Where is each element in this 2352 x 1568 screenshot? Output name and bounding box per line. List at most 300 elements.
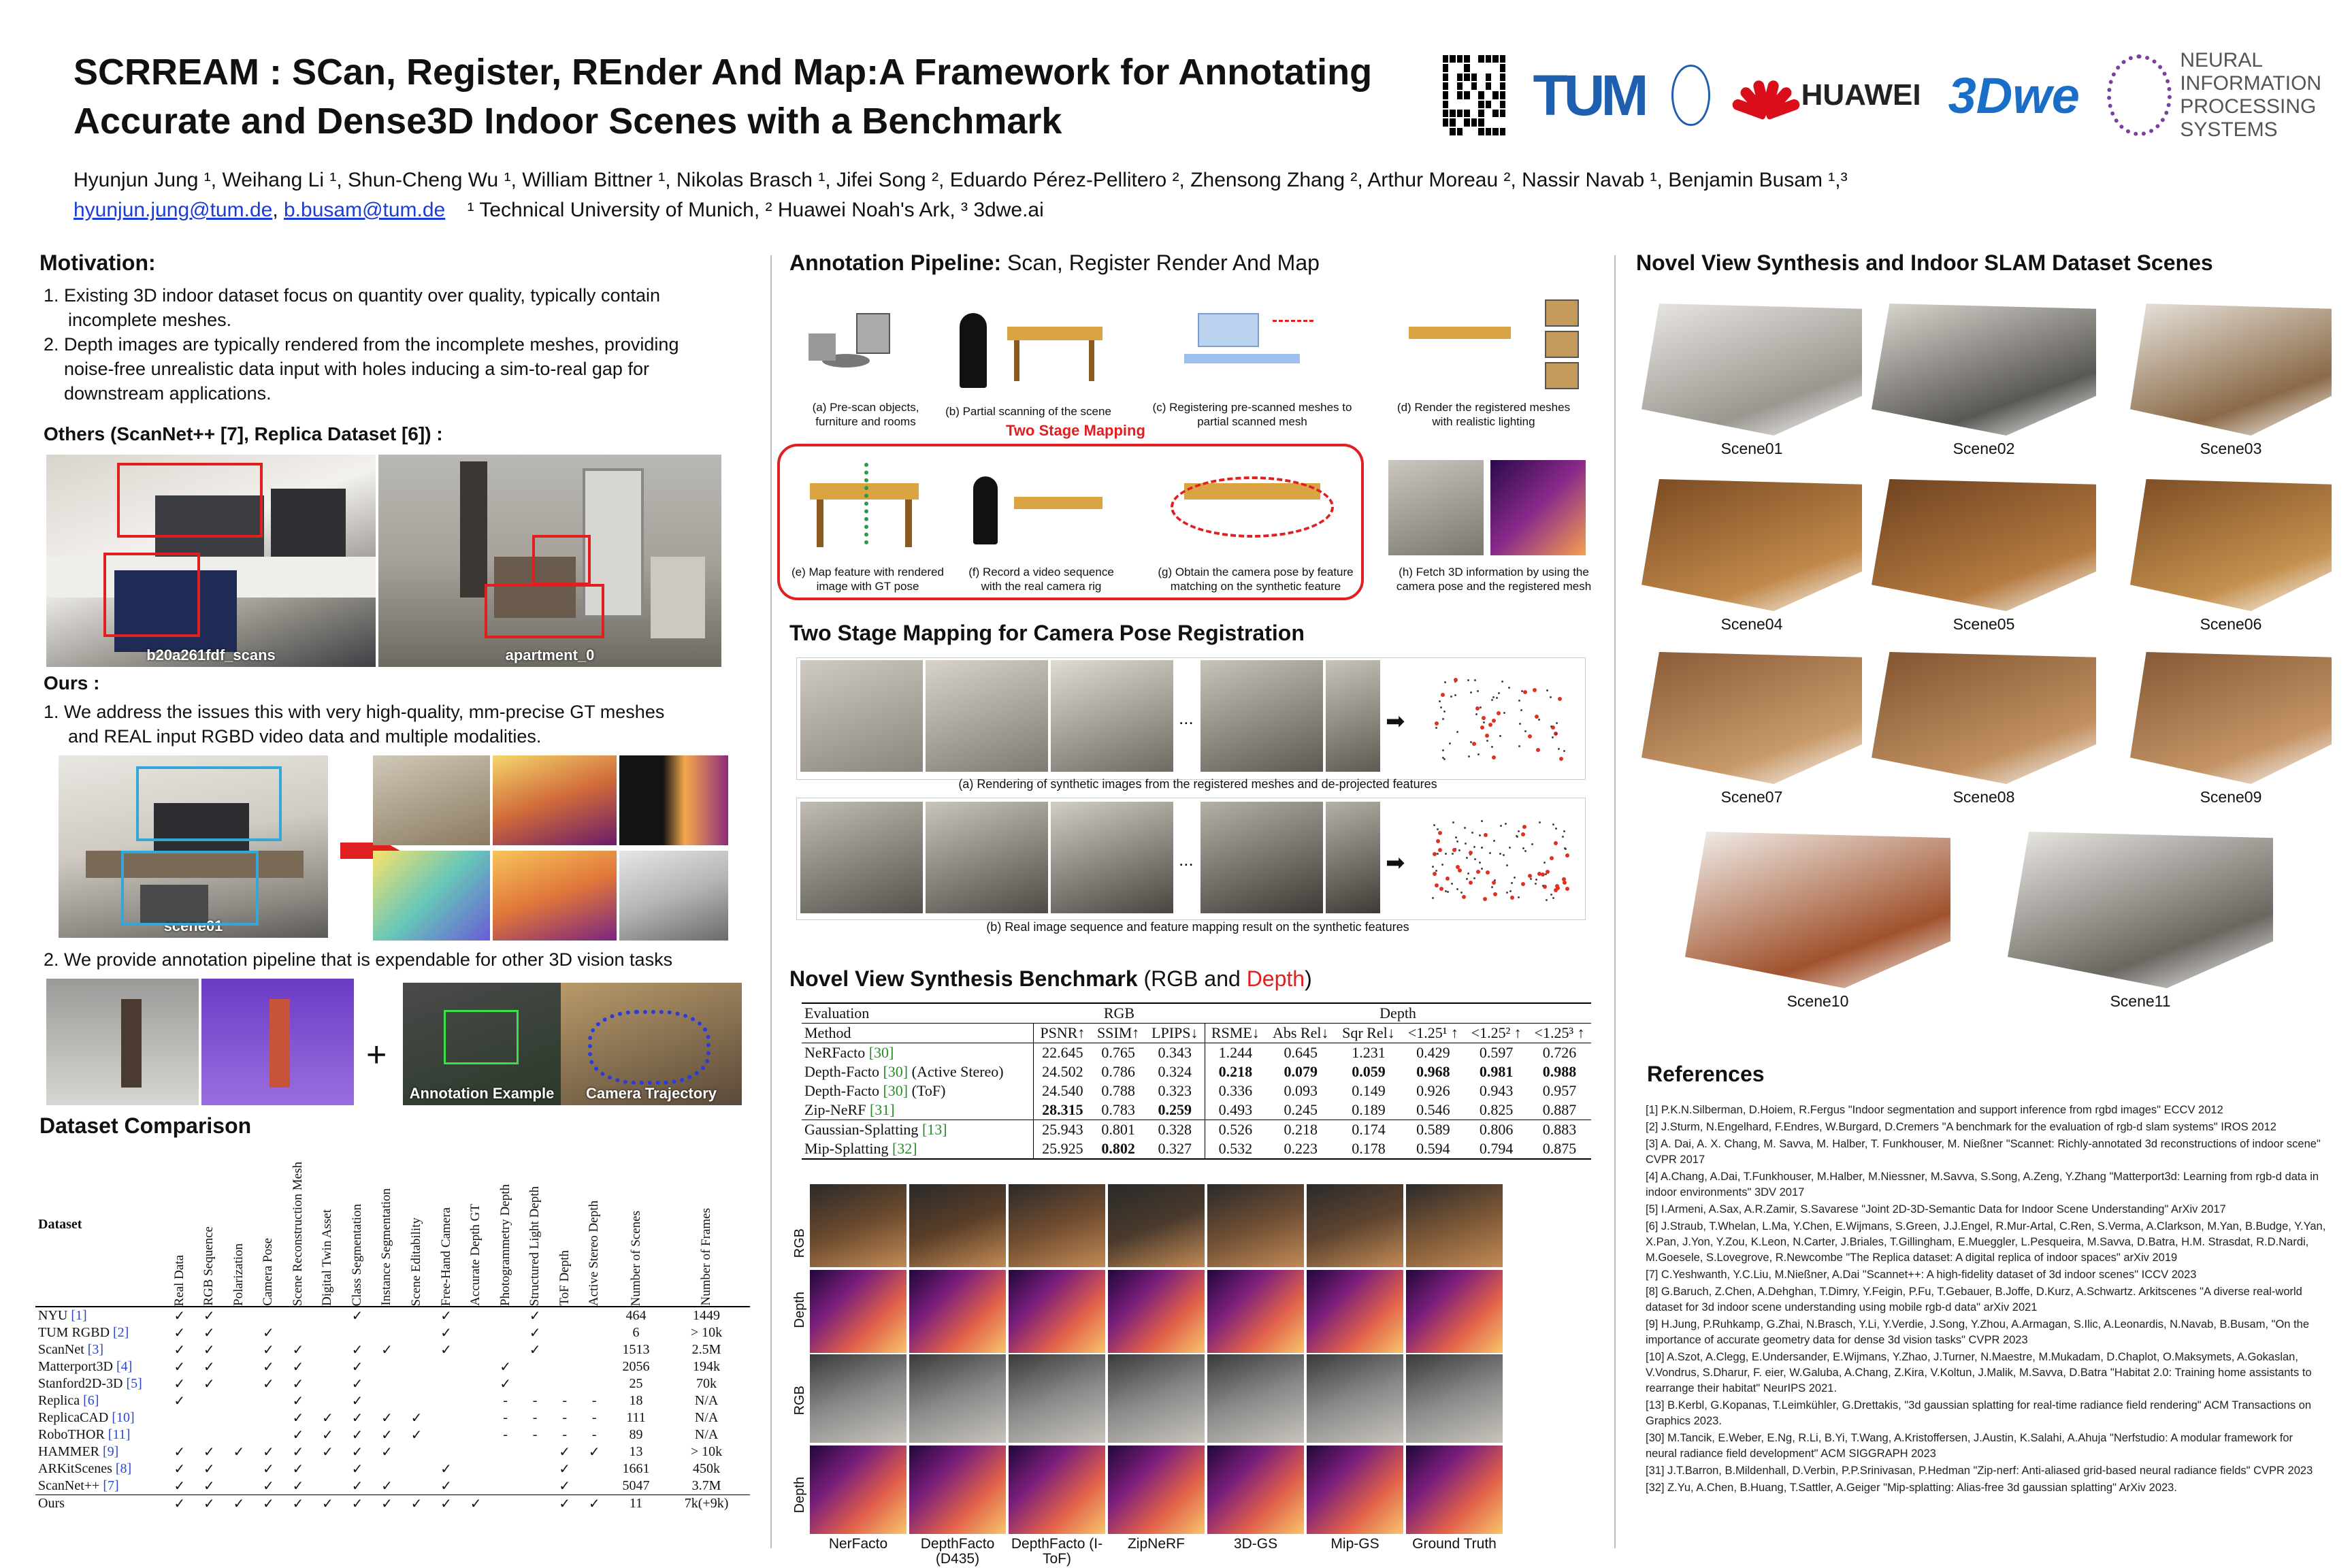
- grid-column-label: DepthFacto (I-ToF): [1011, 1536, 1103, 1567]
- table-cell: ✓: [262, 1377, 274, 1392]
- table-cell: ✓: [174, 1479, 186, 1494]
- table-cell: [313, 1375, 343, 1392]
- table-cell: 6: [632, 1325, 640, 1340]
- nvs-benchmark-table: [802, 1002, 1591, 1160]
- feature-point: [1491, 699, 1493, 701]
- scene-label: Scene06: [2200, 615, 2262, 633]
- table-row: [35, 1409, 750, 1426]
- table-cell: 0.526: [1218, 1121, 1253, 1138]
- feature-point: [1555, 828, 1557, 830]
- feature-point: [1435, 727, 1437, 729]
- table-row: [802, 1062, 1591, 1081]
- table-cell: [579, 1358, 609, 1375]
- feature-point: [1516, 835, 1518, 837]
- table-cell: 24.540: [1042, 1082, 1083, 1099]
- feature-point: [1441, 693, 1445, 697]
- feature-point: [1476, 870, 1480, 874]
- table-cell: 7k(+9k): [684, 1496, 729, 1511]
- table-cell: ✓: [203, 1445, 215, 1460]
- table-cell: 0.223: [1284, 1140, 1318, 1157]
- table-cell: [313, 1460, 343, 1477]
- table-cell: [520, 1495, 550, 1513]
- table-cell: [579, 1307, 609, 1324]
- feature-point: [1450, 696, 1452, 698]
- method-cell: Gaussian-Splatting [13]: [802, 1120, 1034, 1140]
- method-cell: NeRFacto [30]: [802, 1043, 1034, 1063]
- table-cell: 0.981: [1479, 1063, 1514, 1080]
- feature-point: [1462, 895, 1466, 899]
- scene-label: Scene08: [1953, 788, 2015, 806]
- ours-heading: Ours :: [44, 672, 100, 693]
- table-cell: ✓: [440, 1309, 452, 1324]
- annotation-example-label: Annotation Example: [409, 1085, 555, 1102]
- table-cell: 2.5M: [691, 1342, 721, 1357]
- nvs-result-tile: [1307, 1446, 1403, 1534]
- feature-point: [1546, 899, 1548, 901]
- table-cell: [491, 1307, 521, 1324]
- feature-point: [1471, 832, 1473, 834]
- table-cell: [461, 1392, 491, 1409]
- feature-point: [1518, 830, 1520, 832]
- table-cell: 0.943: [1479, 1082, 1514, 1099]
- feature-point: [1524, 730, 1526, 732]
- dataset-name-cell: Stanford2D-3D [5]: [38, 1376, 142, 1391]
- table-row: [35, 1460, 750, 1477]
- table-cell: [313, 1477, 343, 1495]
- nvs-result-tile: [909, 1446, 1006, 1534]
- table-cell: [579, 1460, 609, 1477]
- camera-trajectory-label: Camera Trajectory: [586, 1085, 717, 1102]
- dataset-name-cell: HAMMER [9]: [38, 1444, 119, 1459]
- table-cell: -: [532, 1410, 538, 1425]
- dataset-comparison-heading: Dataset Comparison: [39, 1113, 252, 1138]
- table-cell: ✓: [351, 1497, 363, 1512]
- nvs-title-main: Novel View Synthesis Benchmark: [789, 966, 1138, 991]
- modality-depth-render: [493, 851, 617, 941]
- nvs-benchmark-heading: [789, 966, 1312, 992]
- table-cell: ✓: [351, 1309, 363, 1324]
- person-rgb-image: [46, 979, 199, 1105]
- motivation-item-2: 2. Depth images are typically rendered from the incomplete meshes, providing: [44, 334, 679, 355]
- table-cell: 0.726: [1542, 1044, 1577, 1061]
- table-cell: ✓: [174, 1309, 186, 1324]
- table-cell: 0.189: [1352, 1101, 1386, 1118]
- feature-point: [1558, 748, 1560, 750]
- table-cell: [313, 1307, 343, 1324]
- feature-point: [1491, 886, 1493, 888]
- table-cell: [372, 1392, 402, 1409]
- nvs-result-tile: [1108, 1446, 1205, 1534]
- table-cell: 0.802: [1101, 1140, 1135, 1157]
- table-cell: 0.093: [1284, 1082, 1318, 1099]
- table-cell: 89: [629, 1427, 643, 1442]
- table-cell: ✓: [292, 1411, 304, 1426]
- table-cell: ✓: [203, 1343, 215, 1358]
- reference-item: [5] I.Armeni, A.Sax, A.R.Zamir, S.Savarese "Joint 2D-3D-Semantic Data for Indoor Scene Understanding" ArXiv 2017: [1646, 1203, 2226, 1215]
- column-header: <1.25¹ ↑: [1407, 1024, 1458, 1041]
- table-cell: [195, 1392, 225, 1409]
- person-render-image: [201, 979, 354, 1105]
- table-cell: [402, 1324, 431, 1341]
- feature-point: [1456, 840, 1458, 843]
- references-heading: References: [1647, 1062, 1765, 1086]
- huawei-wordmark: HUAWEI: [1801, 78, 1921, 112]
- synthetic-frame-3: [1051, 660, 1173, 772]
- table-cell: ✓: [440, 1343, 452, 1358]
- feature-point: [1563, 830, 1565, 832]
- table-cell: ✓: [174, 1360, 186, 1375]
- feature-point: [1550, 696, 1552, 698]
- table-cell: ✓: [410, 1497, 423, 1512]
- table-cell: 13: [629, 1444, 643, 1459]
- feature-point: [1447, 891, 1449, 893]
- table-cell: [461, 1324, 491, 1341]
- feature-point: [1486, 740, 1488, 742]
- table-cell: ✓: [233, 1497, 245, 1512]
- feature-point: [1503, 712, 1505, 714]
- table-cell: 0.429: [1416, 1044, 1450, 1061]
- feature-point: [1535, 879, 1537, 881]
- table-cell: 11: [629, 1496, 643, 1511]
- table-cell: ✓: [559, 1479, 571, 1494]
- method-cell: Mip-Splatting [32]: [802, 1139, 1034, 1159]
- table-cell: ✓: [203, 1309, 215, 1324]
- table-row: [35, 1392, 750, 1409]
- scene-render-5: [1872, 479, 2096, 611]
- table-cell: ✓: [351, 1343, 363, 1358]
- table-cell: [461, 1409, 491, 1426]
- table-cell: 1.231: [1352, 1044, 1386, 1061]
- row-label-depth: Depth: [792, 1292, 807, 1328]
- dataset-name-cell: RoboTHOR [11]: [38, 1427, 131, 1442]
- nvs-result-tile: [1108, 1184, 1205, 1267]
- feature-point: [1433, 824, 1435, 826]
- table-row: [802, 1043, 1591, 1063]
- ellipsis: ...: [1179, 708, 1194, 728]
- nvs-result-tile: [810, 1184, 906, 1267]
- pipeline-heading: [789, 250, 1320, 276]
- table-cell: [491, 1443, 521, 1460]
- table-cell: 0.259: [1145, 1100, 1205, 1120]
- table-cell: -: [503, 1393, 508, 1408]
- feature-point: [1488, 723, 1492, 727]
- grid-column-label: Mip-GS: [1330, 1536, 1379, 1552]
- camp-logo: [1671, 65, 1710, 126]
- column-header: Real Data: [172, 1254, 186, 1306]
- table-cell: ✓: [559, 1445, 571, 1460]
- feature-point: [1492, 719, 1496, 723]
- email-separator: ,: [272, 199, 278, 221]
- nvs-result-tile: [1307, 1184, 1403, 1267]
- table-cell: 0.532: [1218, 1140, 1253, 1157]
- feature-point: [1465, 843, 1467, 845]
- scene-render-9: [2130, 652, 2332, 784]
- table-cell: [195, 1409, 225, 1426]
- feature-point: [1435, 883, 1439, 887]
- feature-point: [1451, 883, 1453, 885]
- table-cell: ✓: [174, 1326, 186, 1341]
- tsm-caption-a: (a) Rendering of synthetic images from the registered meshes and de-projected features: [958, 777, 1437, 791]
- table-cell: [402, 1460, 431, 1477]
- table-cell: ✓: [351, 1360, 363, 1375]
- feature-point: [1539, 821, 1541, 823]
- real-frame-3: [1051, 802, 1173, 913]
- table-cell: [372, 1375, 402, 1392]
- camera-trajectory-image: [561, 983, 742, 1105]
- table-cell: [313, 1392, 343, 1409]
- table-cell: 0.825: [1479, 1101, 1514, 1118]
- table-cell: 111: [626, 1410, 646, 1425]
- table-cell: [313, 1358, 343, 1375]
- real-frame-1: [800, 802, 923, 913]
- table-cell: 28.315: [1042, 1101, 1083, 1118]
- feature-point: [1467, 679, 1469, 681]
- feature-point: [1538, 719, 1540, 721]
- column-header: Active Stereo Depth: [587, 1200, 602, 1306]
- table-cell: [520, 1375, 550, 1392]
- step-a-caption: (a) Pre-scan objects, furniture and rooms: [812, 401, 919, 428]
- table-cell: ✓: [322, 1497, 333, 1512]
- table-cell: [342, 1324, 372, 1341]
- table-cell: -: [562, 1410, 567, 1425]
- table-cell: 0.493: [1218, 1101, 1253, 1118]
- feature-point: [1474, 858, 1476, 860]
- step-c-illustration: [1157, 299, 1327, 395]
- table-cell: [224, 1307, 254, 1324]
- table-cell: 0.786: [1101, 1063, 1135, 1080]
- table-cell: [579, 1341, 609, 1358]
- table-row: [802, 1139, 1591, 1159]
- table-cell: ✓: [381, 1411, 393, 1426]
- feature-point: [1544, 862, 1546, 864]
- feature-point: [1466, 878, 1468, 880]
- reference-item: [1] P.K.N.Silberman, D.Hoiem, R.Fergus "Indoor segmentation and support inference from rgbd images" ECCV 2012: [1646, 1104, 2223, 1116]
- table-cell: 0.794: [1479, 1140, 1514, 1157]
- dataset-name-cell: TUM RGBD [2]: [38, 1325, 129, 1340]
- table-cell: [579, 1324, 609, 1341]
- reference-item: [10] A.Szot, A.Clegg, E.Undersander, E.Wijmans, Y.Zhao, J.Turner, N.Maestre, M.Mukadam, D.Chaplot, O.Maksymets, A.Gokaslan, V.Vondrus, S.Dharur, F. eier, W.Galuba, A.Chang, Z.Kira, V.Koltun, J.Malik, M.Savva, D.Batra "Habitat 2.0: Training home assistants to rearrange their habitat" NeurIPS 2021.: [1646, 1351, 2312, 1394]
- table-row: [802, 1120, 1591, 1140]
- reference-item: [8] G.Baruch, Z.Chen, A.Dehghan, T.Dimry, Y.Feigin, P.Fu, T.Gebauer, B.Joffe, D.Kurz, A.Schwartz. Arkitscenes "A diverse real-world dataset for 3d indoor scene understanding using mobile rgb-d data" arXiv 2021: [1646, 1286, 2302, 1313]
- table-cell: [313, 1341, 343, 1358]
- table-row: [35, 1375, 750, 1392]
- table-cell: 0.968: [1416, 1063, 1450, 1080]
- table-cell: 0.079: [1284, 1063, 1318, 1080]
- replica-label: apartment_0: [505, 647, 595, 664]
- dataset-name-cell: ScanNet++ [7]: [38, 1478, 119, 1493]
- scene-render-1: [1642, 304, 1862, 436]
- table-cell: ✓: [410, 1411, 423, 1426]
- feature-point: [1542, 885, 1544, 887]
- reference-item: [6] J.Straub, T.Whelan, L.Ma, Y.Chen, E.Wijmans, S.Green, J.J.Engel, R.Mur-Artal, C.Ren, S.Verma, A.Clarkson, M.Yan, B.Budge, Y.Yan, X.Pan, J.Yon, Y.Zou, K.Leon, N.Carter, J.Briales, T.Gillingham, E.Mueggler, L.Pesqueira, M.Savva, D.Batra, H.M. Strasdat, R.D.Nardi, M.Goesele, S.Lovegrove, R.Newcombe "The Replica dataset: A digital replica of indoor spaces" arXiv 2019: [1646, 1220, 2326, 1264]
- column-header: <1.25³ ↑: [1534, 1024, 1585, 1041]
- table-cell: [491, 1341, 521, 1358]
- feature-point: [1531, 843, 1533, 845]
- feature-point: [1509, 847, 1511, 849]
- table-row: [35, 1324, 750, 1341]
- nvs-result-tile: [1406, 1446, 1503, 1534]
- feature-point: [1562, 877, 1566, 881]
- table-header-row: [35, 1143, 750, 1307]
- dataset-name-cell: Matterport3D [4]: [38, 1359, 133, 1374]
- scene-label: Scene04: [1720, 615, 1783, 633]
- scene-label: Scene05: [1953, 615, 2015, 633]
- table-cell: ✓: [174, 1343, 186, 1358]
- feature-point: [1439, 887, 1443, 891]
- table-cell: 18: [629, 1393, 643, 1408]
- table-cell: ✓: [262, 1445, 274, 1460]
- table-cell: ✓: [351, 1411, 363, 1426]
- feature-point: [1479, 834, 1481, 836]
- table-cell: [461, 1460, 491, 1477]
- table-cell: N/A: [694, 1393, 719, 1408]
- table-cell: 0.245: [1284, 1101, 1318, 1118]
- feature-point: [1521, 832, 1525, 836]
- feature-point: [1439, 700, 1441, 702]
- column-header: Structured Light Depth: [527, 1186, 542, 1306]
- feature-point: [1550, 894, 1552, 896]
- table-cell: 1513: [622, 1342, 650, 1357]
- feature-point: [1433, 852, 1437, 856]
- feature-point: [1559, 757, 1563, 761]
- table-cell: [550, 1341, 580, 1358]
- feature-point: [1550, 725, 1552, 728]
- feature-point: [1445, 890, 1447, 892]
- two-stage-mapping-heading: Two Stage Mapping for Camera Pose Registration: [789, 621, 1305, 645]
- column-header: PSNR↑: [1040, 1024, 1085, 1041]
- feature-point: [1530, 878, 1532, 880]
- column-header: <1.25² ↑: [1471, 1024, 1522, 1041]
- tsm-caption-b: (b) Real image sequence and feature mapping result on the synthetic features: [986, 920, 1409, 934]
- modality-depth-sensor: [619, 755, 728, 845]
- nvs-result-tile: [1406, 1270, 1503, 1353]
- table-cell: 0.218: [1218, 1063, 1253, 1080]
- table-cell: [254, 1307, 284, 1324]
- dataset-comparison-table: [35, 1143, 750, 1512]
- feature-point: [1452, 821, 1454, 823]
- email-link-2[interactable]: b.busam@tum.de: [284, 199, 446, 221]
- table-header-row: [802, 1003, 1591, 1024]
- table-cell: 0.597: [1479, 1044, 1514, 1061]
- column-header-dataset: Dataset: [38, 1217, 82, 1232]
- table-cell: [402, 1443, 431, 1460]
- feature-point: [1492, 881, 1496, 885]
- column-header: Instance Segmentation: [379, 1188, 394, 1306]
- ours-item-1-line-2: and REAL input RGBD video data and multiple modalities.: [68, 726, 542, 747]
- table-cell: 1.244: [1218, 1044, 1253, 1061]
- column-header: LPIPS↓: [1145, 1024, 1205, 1043]
- nvs-result-tile: [1009, 1184, 1105, 1267]
- feature-point: [1493, 892, 1497, 896]
- feature-point: [1432, 897, 1434, 899]
- feature-point: [1486, 870, 1490, 875]
- author-list: Hyunjun Jung ¹, Weihang Li ¹, Shun-Cheng Wu ¹, William Bittner ¹, Nikolas Brasch ¹, Jifei Song ², Eduardo Pérez-Pellitero ², Zhensong Zhang ², Arthur Moreau ², Nassir Navab ¹, Benjamin Busam ¹,³: [74, 169, 1848, 191]
- affiliations: ¹ Technical University of Munich, ² Huawei Noah's Ark, ³ 3dwe.ai: [467, 199, 1044, 221]
- feature-point: [1506, 864, 1508, 866]
- huawei-logo: [1737, 73, 1921, 118]
- feature-point: [1469, 851, 1473, 855]
- feature-point: [1467, 872, 1469, 875]
- table-cell: [224, 1392, 254, 1409]
- table-cell: 0.645: [1284, 1044, 1318, 1061]
- feature-point: [1492, 755, 1496, 760]
- table-cell: 0.875: [1542, 1140, 1577, 1157]
- table-cell: [372, 1358, 402, 1375]
- feature-point: [1485, 734, 1489, 738]
- feature-point: [1452, 853, 1454, 855]
- column-header: RSME↓: [1211, 1024, 1260, 1041]
- table-cell: 70k: [696, 1376, 717, 1391]
- table-cell: [461, 1443, 491, 1460]
- nvs-result-tile: [1406, 1354, 1503, 1443]
- table-cell: ✓: [381, 1343, 393, 1358]
- step-h-illustration: [1388, 460, 1586, 555]
- table-cell: -: [562, 1427, 567, 1442]
- column-header: Number of Scenes: [628, 1210, 643, 1306]
- table-cell: ✓: [203, 1497, 215, 1512]
- nvs-result-tile: [1108, 1270, 1205, 1353]
- table-cell: 194k: [693, 1359, 721, 1374]
- dataset-name-cell: NYU [1]: [38, 1308, 87, 1323]
- step-d-caption: (d) Render the registered meshes with realistic lighting: [1396, 401, 1571, 428]
- table-row: [35, 1358, 750, 1375]
- table-cell: [402, 1341, 431, 1358]
- table-cell: ✓: [203, 1377, 215, 1392]
- scene-label: Scene02: [1953, 440, 2015, 457]
- table-cell: ✓: [351, 1462, 363, 1477]
- feature-point: [1433, 872, 1437, 876]
- modality-normal: [373, 851, 490, 941]
- feature-point: [1446, 877, 1450, 881]
- ellipsis: ...: [1179, 849, 1194, 870]
- table-cell: [402, 1358, 431, 1375]
- table-cell: ✓: [529, 1343, 541, 1358]
- table-cell: 0.926: [1416, 1082, 1450, 1099]
- feature-point: [1511, 882, 1513, 884]
- feature-point: [1480, 725, 1484, 730]
- reference-list: [1646, 1102, 2326, 1497]
- annotation-example-image: [403, 983, 561, 1105]
- table-cell: ✓: [262, 1497, 274, 1512]
- table-cell: ✓: [351, 1479, 363, 1494]
- table-cell: [491, 1477, 521, 1495]
- table-cell: ✓: [174, 1445, 186, 1460]
- feature-point: [1442, 718, 1444, 720]
- table-cell: [520, 1477, 550, 1495]
- email-link-1[interactable]: hyunjun.jung@tum.de: [74, 199, 273, 221]
- table-cell: ✓: [410, 1428, 423, 1443]
- feature-point: [1522, 825, 1526, 829]
- feature-point: [1550, 856, 1554, 860]
- feature-point: [1499, 735, 1501, 737]
- feature-point: [1445, 853, 1447, 855]
- feature-point: [1524, 850, 1526, 852]
- feature-point: [1469, 881, 1473, 885]
- step-d-illustration: [1382, 299, 1586, 395]
- feature-point: [1443, 710, 1446, 713]
- column-header: Free-Hand Camera: [438, 1207, 453, 1306]
- feature-point: [1456, 731, 1458, 733]
- table-cell: [165, 1426, 195, 1443]
- table-cell: -: [503, 1427, 508, 1442]
- table-cell: ✓: [292, 1445, 304, 1460]
- synthetic-frame-4: [1200, 660, 1323, 772]
- table-cell: [254, 1392, 284, 1409]
- column-header: Abs Rel↓: [1272, 1024, 1329, 1041]
- step-b-illustration: [946, 299, 1109, 395]
- table-cell: ✓: [262, 1479, 274, 1494]
- table-cell: [491, 1324, 521, 1341]
